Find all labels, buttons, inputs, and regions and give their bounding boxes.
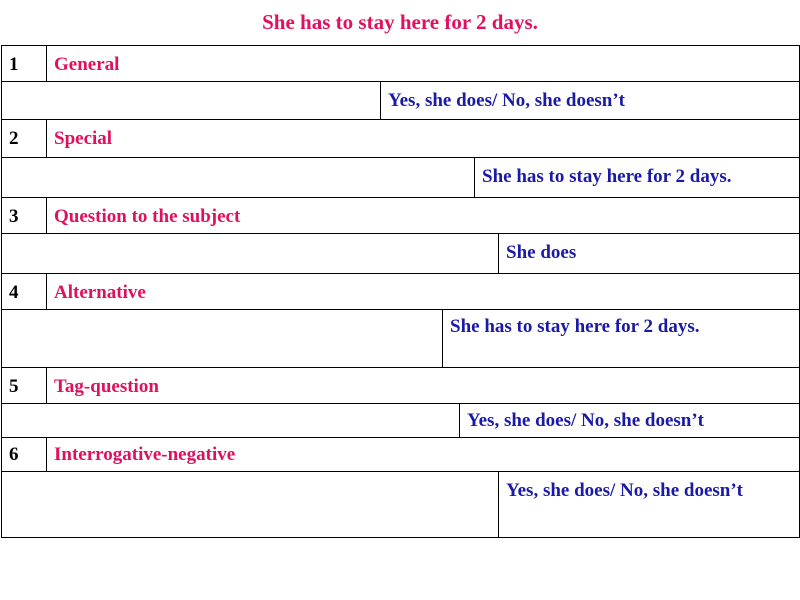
answer-row-4	[2, 310, 800, 368]
answer-cell: Yes, she does/ No, she doesn’t	[499, 472, 800, 537]
row-number: 1	[2, 46, 47, 81]
answer-cell: Yes, she does/ No, she doesn’t	[460, 404, 800, 437]
question-type-label: Tag-question	[47, 368, 800, 403]
type-row-6	[2, 438, 800, 472]
question-type-label: Alternative	[47, 274, 800, 309]
answer-row-5	[2, 404, 800, 438]
row-number: 5	[2, 368, 47, 403]
row-number: 3	[2, 198, 47, 233]
type-row-5	[2, 368, 800, 404]
question-blank	[2, 234, 499, 273]
question-blank	[2, 158, 475, 197]
answer-row-2	[2, 158, 800, 198]
question-types-table	[1, 45, 800, 538]
question-type-label: Question to the subject	[47, 198, 800, 233]
row-number: 6	[2, 438, 47, 471]
answer-cell: She has to stay here for 2 days.	[475, 158, 800, 197]
row-number: 4	[2, 274, 47, 309]
type-row-3	[2, 198, 800, 234]
answer-cell: Yes, she does/ No, she doesn’t	[381, 82, 800, 119]
question-type-label: Interrogative-negative	[47, 438, 800, 471]
question-blank	[2, 310, 443, 367]
answer-row-1	[2, 82, 800, 120]
answer-cell: She has to stay here for 2 days.	[443, 310, 800, 367]
page-title: She has to stay here for 2 days.	[262, 10, 538, 34]
type-row-4	[2, 274, 800, 310]
row-number: 2	[2, 120, 47, 157]
question-blank	[2, 82, 381, 119]
question-type-label: General	[47, 46, 800, 81]
question-type-label: Special	[47, 120, 800, 157]
answer-row-3	[2, 234, 800, 274]
type-row-1	[2, 46, 800, 82]
question-blank	[2, 472, 499, 537]
type-row-2	[2, 120, 800, 158]
answer-cell: She does	[499, 234, 800, 273]
answer-row-6	[2, 472, 800, 538]
question-blank	[2, 404, 460, 437]
